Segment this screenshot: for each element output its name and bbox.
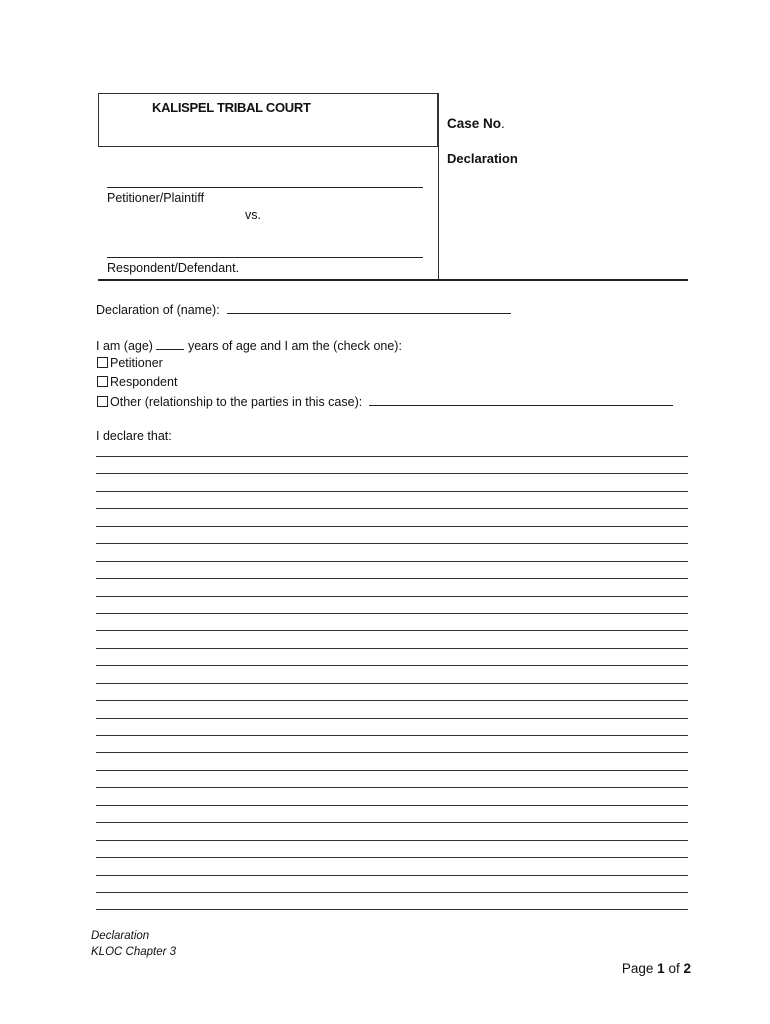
page-number — [622, 961, 691, 976]
declaration-writing-line[interactable] — [96, 665, 688, 666]
footer-doc-name: Declaration — [91, 930, 150, 942]
declaration-writing-line[interactable] — [96, 543, 688, 544]
declaration-writing-line[interactable] — [96, 857, 688, 858]
page-word: Page — [621, 961, 654, 976]
declaration-writing-line[interactable] — [96, 892, 688, 893]
page-total: 2 — [683, 961, 691, 976]
declaration-writing-line[interactable] — [96, 840, 688, 841]
court-name: KALISPEL TRIBAL COURT — [152, 100, 311, 115]
i-declare-label: I declare that: — [96, 429, 172, 443]
declaration-writing-area[interactable] — [96, 456, 688, 927]
petitioner-checkbox[interactable] — [97, 357, 108, 368]
declaration-writing-line[interactable] — [96, 630, 688, 631]
page-of: of — [668, 961, 680, 976]
declaration-writing-line[interactable] — [96, 526, 688, 527]
declaration-writing-line[interactable] — [96, 473, 688, 474]
declaration-writing-line[interactable] — [96, 491, 688, 492]
other-checkbox[interactable] — [97, 396, 108, 407]
declaration-of-label: Declaration of (name): — [96, 303, 220, 317]
declaration-of-row — [96, 302, 511, 317]
respondent-label: Respondent/Defendant. — [107, 261, 240, 275]
declaration-writing-line[interactable] — [96, 596, 688, 597]
case-number-text: Case No — [447, 116, 502, 131]
caption-bottom-rule — [98, 279, 688, 281]
option-other[interactable] — [97, 394, 673, 409]
declaration-writing-line[interactable] — [96, 909, 688, 910]
declaration-writing-line[interactable] — [96, 822, 688, 823]
declaration-writing-line[interactable] — [96, 578, 688, 579]
age-row — [96, 338, 402, 353]
other-option-label: Other (relationship to the parties in this case): — [110, 395, 363, 409]
option-respondent[interactable] — [97, 375, 177, 389]
respondent-signature-line[interactable] — [107, 257, 423, 258]
declaration-writing-line[interactable] — [96, 735, 688, 736]
case-number-label — [447, 116, 505, 131]
caption-divider-vertical — [438, 93, 439, 281]
name-field[interactable] — [227, 302, 511, 314]
other-relationship-field[interactable] — [369, 394, 673, 406]
declaration-writing-line[interactable] — [96, 683, 688, 684]
declaration-writing-line[interactable] — [96, 805, 688, 806]
petitioner-signature-line[interactable] — [107, 187, 423, 188]
declaration-writing-line[interactable] — [96, 508, 688, 509]
petitioner-option-label: Petitioner — [110, 356, 163, 370]
declaration-writing-line[interactable] — [96, 770, 688, 771]
respondent-checkbox[interactable] — [97, 376, 108, 387]
petitioner-label: Petitioner/Plaintiff — [107, 191, 205, 205]
declaration-writing-line[interactable] — [96, 456, 688, 457]
vs-label: vs. — [245, 208, 261, 222]
document-title: Declaration — [447, 151, 518, 166]
age-prefix-label: I am (age) — [96, 339, 153, 353]
case-number-period: . — [501, 116, 505, 131]
declaration-writing-line[interactable] — [96, 648, 688, 649]
declaration-writing-line[interactable] — [96, 787, 688, 788]
respondent-option-label: Respondent — [110, 375, 178, 389]
declaration-writing-line[interactable] — [96, 718, 688, 719]
age-field[interactable] — [156, 338, 184, 350]
option-petitioner[interactable] — [97, 356, 163, 370]
declaration-writing-line[interactable] — [96, 561, 688, 562]
page-current: 1 — [657, 961, 665, 976]
declaration-writing-line[interactable] — [96, 752, 688, 753]
age-suffix-label: years of age and I am the (check one): — [187, 339, 402, 353]
declaration-writing-line[interactable] — [96, 875, 688, 876]
declaration-writing-line[interactable] — [96, 700, 688, 701]
declaration-writing-line[interactable] — [96, 613, 688, 614]
footer-chapter: KLOC Chapter 3 — [91, 946, 177, 958]
